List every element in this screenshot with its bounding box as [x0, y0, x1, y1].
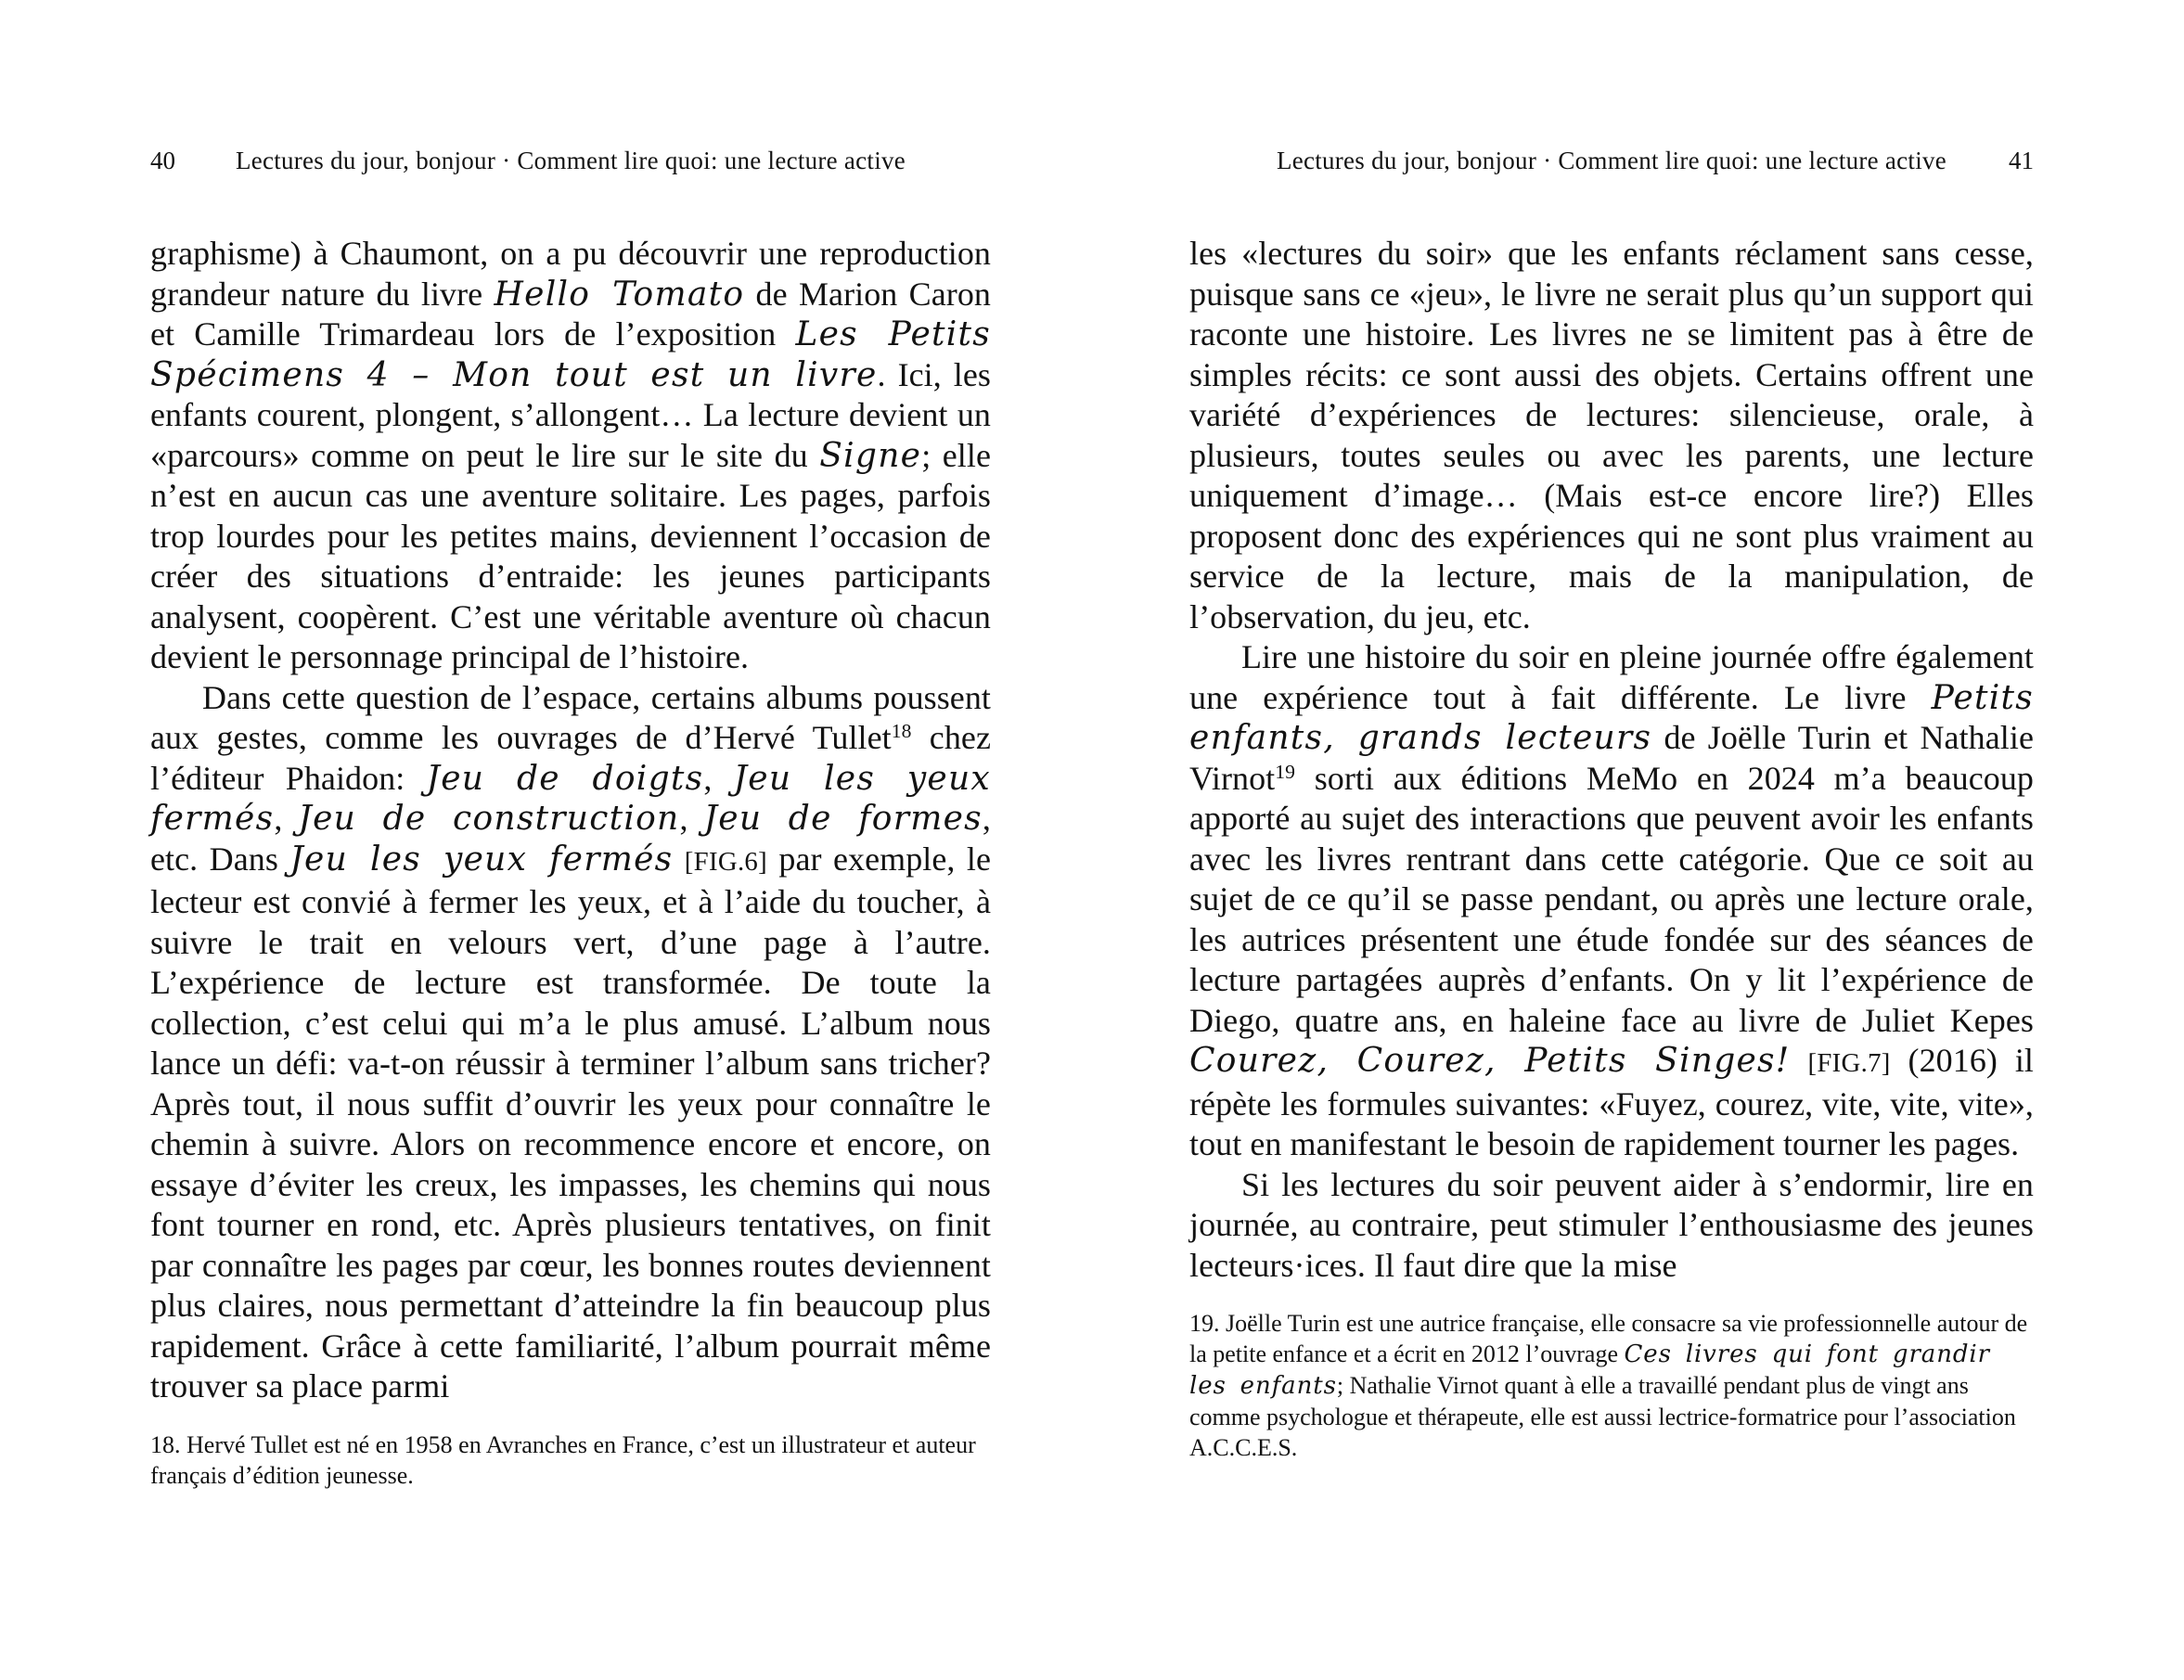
- script-text: Petits enfants, grands lecteurs: [1189, 678, 2034, 757]
- body-paragraph: [1189, 637, 2034, 1165]
- page-number-left: 40: [150, 147, 175, 174]
- text-run: 19. Joëlle Turin est une autrice française, elle consacre sa vie professionnelle autour de la petite enfance et a écrit en 2012 l’ouvrage: [1189, 1310, 2028, 1367]
- running-head-left: [150, 145, 991, 176]
- running-title-right: Lectures du jour, bonjour · Comment lire quoi: une lecture active: [1276, 147, 1946, 174]
- text-run: [673, 840, 684, 878]
- text-run: les «lectures du soir» que les enfants réclament sans cesse, puisque sans ce «jeu», le livre ne serait plus qu’un support qui raconte une histoire. Les livres ne se limitent pas à être de simples récits: ce sont aussi des objets. Certains offrent une variété d’expériences de lectures: silencieuse, orale, à plusieurs, toutes seules ou avec les parents, une lecture uniquement d’image… (Mais est-ce encore lire?) Elles proposent donc des expériences qui ne sont plus vraiment au service de la lecture, mais de la manipulation, de l’observation, du jeu, etc.: [1189, 235, 2034, 635]
- text-run: graphisme) à Chaumont, on a pu découvrir une reproduction grandeur nature du livre: [150, 235, 991, 313]
- body-paragraph: [1189, 1165, 2034, 1287]
- text-run: de Joëlle Turin et Nathalie Virnot: [1189, 719, 2035, 797]
- script-text: Jeu de doigts: [426, 759, 704, 798]
- footnotes-left: [150, 1430, 991, 1491]
- body-paragraph: [150, 678, 991, 1407]
- text-run: . Ici, les enfants courent, plongent, s’allongent… La lecture devient un «parcours» comme on peut le lire sur le site du: [150, 355, 991, 474]
- page-left: [150, 145, 991, 1491]
- page-number-right: 41: [2009, 147, 2034, 174]
- text-run: ; Nathalie Virnot quant à elle a travaillé pendant plus de vingt ans comme psychologue et thérapeute, elle est aussi lectrice-formatrice pour l’association A.C.C.E.S.: [1189, 1372, 2016, 1461]
- sup-text: 18: [891, 720, 912, 743]
- body-paragraph: [1189, 234, 2034, 637]
- script-text: Les Petits Spécimens 4 – Mon tout est un livre: [150, 315, 991, 394]
- text-run: chez l’éditeur Phaidon:: [150, 719, 992, 797]
- script-text: Courez, Courez, Petits Singes!: [1189, 1042, 1791, 1080]
- running-title-left: Lectures du jour, bonjour · Comment lire quoi: une lecture active: [235, 147, 906, 174]
- sup-text: 19: [1275, 760, 1296, 783]
- text-run: [1791, 1042, 1808, 1079]
- body-paragraph: [150, 234, 991, 678]
- text-run: , etc. Dans: [150, 800, 991, 878]
- text-run: de Marion Caron et Camille Trimardeau lors de l’exposition: [150, 275, 992, 353]
- script-text: Ces livres qui font grandir les enfants: [1189, 1340, 1990, 1400]
- figref-text: [FIG.7]: [1807, 1048, 1891, 1078]
- script-text: Signe: [819, 436, 922, 475]
- text-run: Dans cette question de l’espace, certains albums poussent aux gestes, comme les ouvrages de d’Hervé Tullet: [150, 678, 991, 756]
- text-run: ,: [274, 800, 299, 837]
- text-run: par exemple, le lecteur est convié à fermer les yeux, et à l’aide du toucher, à suivre le trait en velours vert, d’une page à l’autre. L’expérience de lecture est transformée. De toute la collection, c’est celui qui m’a le plus amusé. L’album nous lance un défi: va-t-on réussir à terminer l’album sans tricher? Après tout, il nous suffit d’ouvrir les yeux pour connaître le chemin à suivre. Alors on recommence encore et encore, on essaye d’éviter les creux, les impasses, les chemins qui nous font tourner en rond, etc. Après plusieurs tentatives, on finit par connaître les pages par cœur, les bonnes routes deviennent plus claires, nous permettant d’atteindre la fin beaucoup plus rapidement. Grâce à cette familiarité, l’album pourrait même trouver sa place parmi: [150, 840, 991, 1404]
- running-head-right: [1189, 145, 2034, 176]
- footnotes-right: [1189, 1308, 2034, 1463]
- text-run: Si les lectures du soir peuvent aider à s’endormir, lire en journée, au contraire, peut stimuler l’enthousiasme des jeunes lecteurs·ices. Il faut dire que la mise: [1189, 1165, 2034, 1284]
- text-run: ,: [703, 759, 734, 797]
- script-text: Jeu de formes: [703, 800, 983, 838]
- figref-text: [FIG.6]: [684, 846, 767, 877]
- body-paragraph: [1189, 1308, 2034, 1463]
- text-run: Lire une histoire du soir en pleine journée offre également une expérience tout à fait différente. Le livre: [1189, 638, 2034, 716]
- text-run: 18. Hervé Tullet est né en 1958 en Avranches en France, c’est un illustrateur et auteur français d’édition jeunesse.: [150, 1430, 976, 1489]
- script-text: Jeu de construction: [298, 800, 680, 838]
- script-text: Jeu les yeux fermés: [150, 759, 991, 838]
- page-right: [1189, 145, 2034, 1463]
- text-run: sorti aux éditions MeMo en 2024 m’a beaucoup apporté au sujet des interactions que peuvent avoir les enfants avec les livres rentrant dans cette catégorie. Que ce soit au sujet de ce qu’il se passe pendant, ou après une lecture orale, les autrices présentent une étude fondée sur des séances de lecture partagées auprès d’enfants. On y lit l’expérience de Diego, quatre ans, en haleine face au livre de Juliet Kepes: [1189, 759, 2034, 1039]
- script-text: Jeu les yeux fermés: [289, 840, 674, 878]
- page-body-left: [150, 234, 991, 1407]
- text-run: (2016) il répète les formules suivantes: «Fuyez, courez, vite, vite, vite», tout en manifestant le besoin de rapidement tourner les pages.: [1189, 1042, 2035, 1162]
- text-run: ; elle n’est en aucun cas une aventure solitaire. Les pages, parfois trop lourdes pour les petites mains, deviennent l’occasion de créer des situations d’entraide: les jeunes participants analysent, coopèrent. C’est une véritable aventure où chacun devient le personnage principal de l’histoire.: [150, 436, 991, 675]
- page-body-right: [1189, 234, 2034, 1286]
- body-paragraph: [150, 1430, 991, 1491]
- script-text: Hello Tomato: [494, 275, 745, 314]
- text-run: ,: [679, 800, 704, 837]
